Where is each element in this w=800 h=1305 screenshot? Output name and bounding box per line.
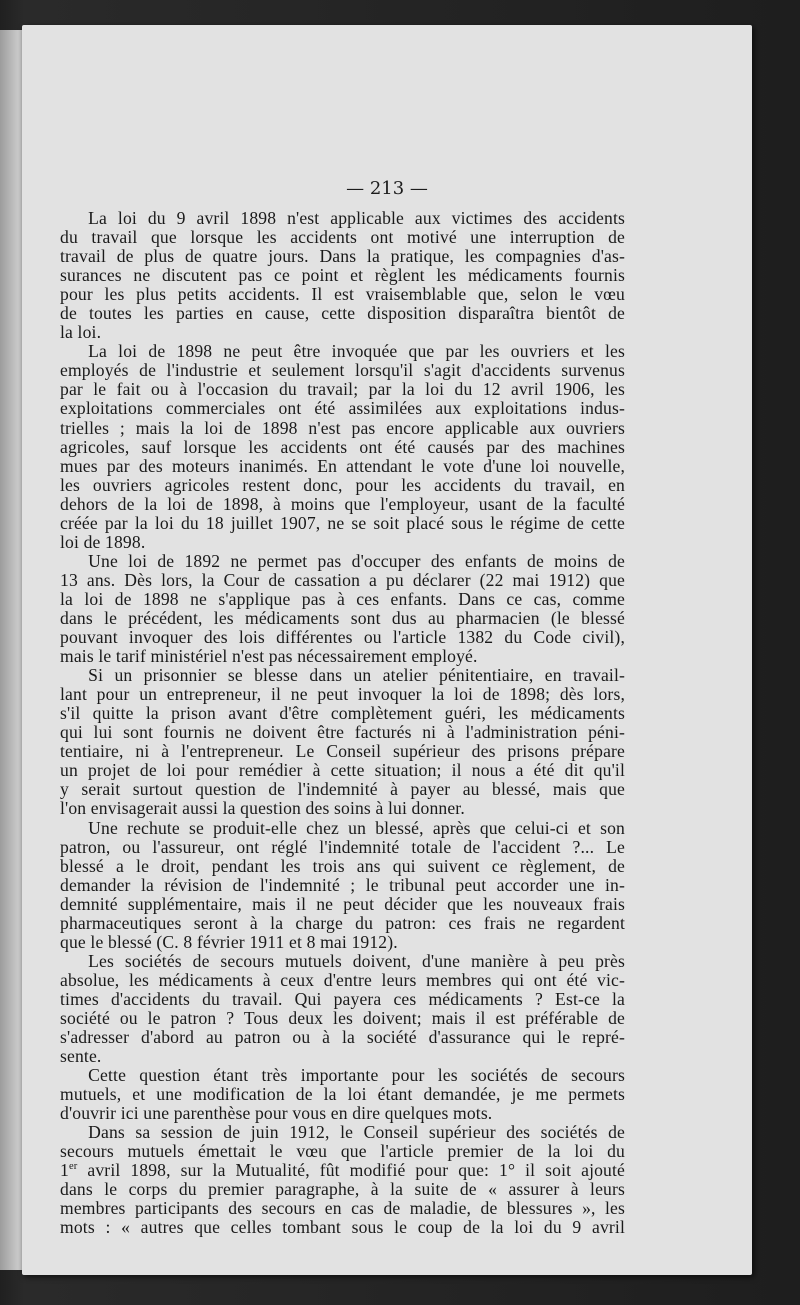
text-line: de toutes les parties en cause, cette disposition disparaîtra bientôt de: [60, 303, 625, 324]
paragraph: [60, 552, 625, 666]
text-line: s'il quitte la prison avant d'être complètement guéri, les médicaments: [60, 703, 625, 724]
text-line: Dans sa session de juin 1912, le Conseil supérieur des sociétés de: [88, 1122, 625, 1143]
paragraph: [60, 952, 625, 1066]
text-line: la loi.: [60, 322, 102, 343]
text-line: trielles ; mais la loi de 1898 n'est pas encore applicable aux ouvriers: [60, 417, 625, 438]
text-line: mots : « autres que celles tombant sous le coup de la loi du 9 avril: [60, 1217, 625, 1238]
text-line: demnité supplémentaire, mais il ne peut décider que les nouveaux frais: [60, 893, 625, 914]
text-line: La loi du 9 avril 1898 n'est applicable aux victimes des accidents: [88, 208, 625, 228]
text-line: mutuels, et une modification de la loi étant demandée, je me permets: [60, 1084, 625, 1105]
text-line: la loi de 1898 ne s'applique pas à ces enfants. Dans ce cas, comme: [60, 588, 625, 609]
page-number: — 213 —: [346, 178, 428, 199]
text-line: tentiaire, ni à l'entrepreneur. Le Conseil supérieur des prisons prépare: [60, 741, 625, 762]
text-line: mais le tarif ministériel n'est pas nécessairement employé.: [60, 646, 478, 667]
text-line: patron, ou l'assureur, ont réglé l'indemnité totale de l'accident ?... Le: [60, 836, 625, 857]
text-line: secours mutuels émettait le vœu que l'article premier de la loi du: [60, 1141, 625, 1162]
book-page: [22, 25, 752, 1275]
paragraph: [60, 209, 625, 342]
text-line: société ou le patron ? Tous deux les doivent; mais il est préférable de: [60, 1007, 625, 1028]
paragraph: [60, 666, 625, 818]
text-line: agricoles, sauf lorsque les accidents ont été causés par des machines: [60, 436, 625, 457]
text-line: s'adresser d'abord au patron ou à la société d'assurance qui le repré-: [60, 1027, 625, 1048]
text-line: un projet de loi pour remédier à cette situation; il nous a été dit qu'il: [60, 760, 625, 781]
text-line: dans le corps du premier paragraphe, à la suite de « assurer à leurs: [60, 1179, 625, 1200]
text-line: 13 ans. Dès lors, la Cour de cassation a pu déclarer (22 mai 1912) que: [60, 569, 625, 590]
text-line: pouvant invoquer des lois différentes ou l'article 1382 du Code civil),: [60, 627, 625, 648]
paragraph: [60, 1123, 625, 1237]
text-line: demander la révision de l'indemnité ; le tribunal peut accorder une in-: [60, 874, 625, 895]
text-line: dehors de la loi de 1898, à moins que l'employeur, usant de la faculté: [60, 493, 625, 514]
text-line: Cette question étant très importante pour les sociétés de secours: [88, 1065, 625, 1086]
text-line: y serait surtout question de l'indemnité à payer au blessé, mais que: [60, 779, 625, 800]
text-line: La loi de 1898 ne peut être invoquée que par les ouvriers et les: [88, 341, 625, 362]
text-line: Les sociétés de secours mutuels doivent, d'une manière à peu près: [88, 950, 625, 971]
text-line: Si un prisonnier se blesse dans un atelier pénitentiaire, en travail-: [88, 665, 625, 686]
text-line: blessé a le droit, pendant les trois ans qui suivent ce règlement, de: [60, 855, 625, 876]
text-line: Une rechute se produit-elle chez un blessé, après que celui-ci et son: [88, 817, 625, 838]
text-line: travail de plus de quatre jours. Dans la pratique, les compagnies d'as-: [60, 246, 625, 267]
text-line: du travail que lorsque les accidents ont motivé une interruption de: [60, 227, 625, 248]
text-line: employés de l'industrie et seulement lorsqu'il s'agit d'accidents survenus: [60, 360, 625, 381]
text-line: dans le précédent, les médicaments sont dus au pharmacien (le blessé: [60, 607, 625, 628]
text-line: d'ouvrir ici une parenthèse pour vous en dire quelques mots.: [60, 1103, 493, 1124]
text-line: lant pour un entrepreneur, il ne peut invoquer la loi de 1898; dès lors,: [60, 684, 625, 705]
text-line: absolue, les médicaments à ceux d'entre leurs membres qui ont été vic-: [60, 969, 625, 990]
text-line: loi de 1898.: [60, 531, 146, 552]
text-line: surances ne discutent pas ce point et règlent les médicaments fournis: [60, 265, 625, 286]
text-line: pour les plus petits accidents. Il est vraisemblable que, selon le vœu: [60, 284, 625, 305]
text-line: mues par des moteurs inanimés. En attendant le vote d'une loi nouvelle,: [60, 455, 625, 476]
paragraph: [60, 1066, 625, 1123]
text-line: sente.: [60, 1046, 102, 1067]
text-line: que le blessé (C. 8 février 1911 et 8 mai 1912).: [60, 931, 398, 952]
text-line: Une loi de 1892 ne permet pas d'occuper des enfants de moins de: [88, 550, 625, 571]
text-line: 1er avril 1898, sur la Mutualité, fût modifié pour que: 1° il soit ajouté: [60, 1160, 625, 1181]
text-line: pharmaceutiques seront à la charge du patron: ces frais ne regardent: [60, 912, 625, 933]
text-line: l'on envisagerait aussi la question des soins à lui donner.: [60, 798, 465, 819]
paragraph: [60, 819, 625, 952]
text-line: par le fait ou à l'occasion du travail; par la loi du 12 avril 1906, les: [60, 379, 625, 400]
paragraph: [60, 342, 625, 552]
page-body: [60, 209, 625, 1238]
text-line: exploitations commerciales ont été assimilées aux exploitations indus-: [60, 398, 625, 419]
text-line: qui lui sont fournis ne doivent être facturés ni à l'administration péni-: [60, 722, 625, 743]
text-line: les ouvriers agricoles restent donc, pour les accidents du travail, en: [60, 474, 625, 495]
text-line: créée par la loi du 18 juillet 1907, ne se soit placé sous le régime de cette: [60, 512, 625, 533]
text-line: membres participants des secours en cas de maladie, de blessures », les: [60, 1198, 625, 1219]
text-line: times d'accidents du travail. Qui payera ces médicaments ? Est-ce la: [60, 988, 625, 1009]
